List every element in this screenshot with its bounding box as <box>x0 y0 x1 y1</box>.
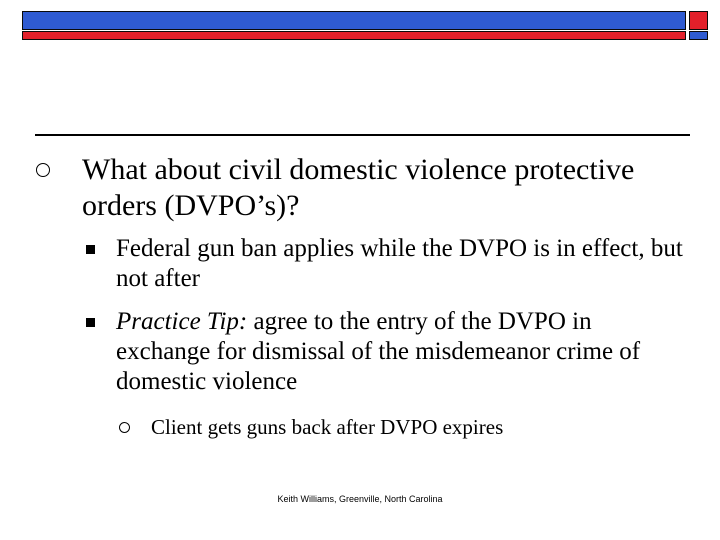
bullet-level2-text: Federal gun ban applies while the DVPO is in effect, but not after <box>116 235 683 292</box>
hollow-circle-bullet-icon <box>119 422 130 433</box>
bullet-level3-text: Client gets guns back after DVPO expires <box>151 415 504 439</box>
practice-tip-label: Practice Tip: <box>116 308 248 335</box>
slide-footer: Keith Williams, Greenville, North Carolina <box>277 494 443 504</box>
bullet-level1-text: What about civil domestic violence protective orders (DVPO’s)? <box>82 153 635 222</box>
square-bullet-icon <box>86 245 95 254</box>
square-bullet-icon <box>86 318 95 327</box>
title-divider <box>35 134 690 136</box>
top-blue-bar <box>22 11 686 30</box>
top-blue-square <box>689 31 708 40</box>
hollow-circle-bullet-icon <box>36 163 50 177</box>
top-red-square <box>689 11 708 30</box>
practice-tip-text: agree to the entry of the DVPO in exchange for dismissal of the misdemeanor crime of domestic violence <box>116 308 641 395</box>
bullet-level2-item <box>116 307 686 397</box>
top-red-bar <box>22 31 686 40</box>
